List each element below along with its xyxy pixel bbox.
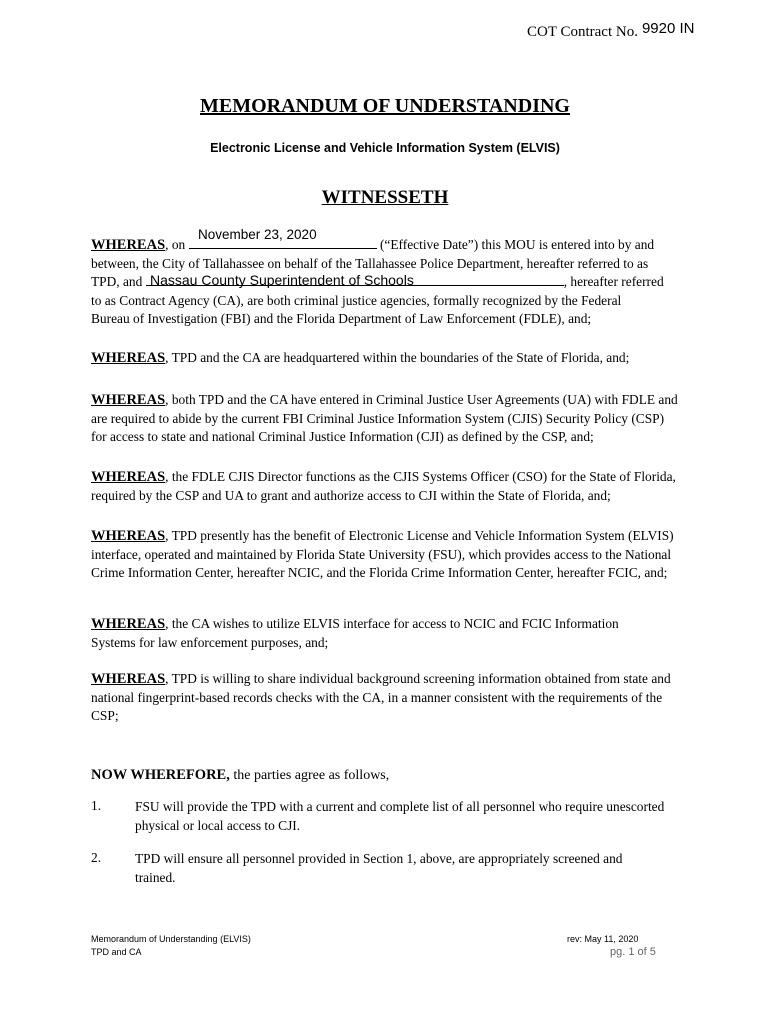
whereas-keyword: WHEREAS	[91, 616, 166, 632]
document-title: MEMORANDUM OF UNDERSTANDING	[200, 95, 570, 117]
recital-text: , the CA wishes to utilize ELVIS interface for access to NCIC and FCIC Information Systems for law enforcement purposes, and;	[91, 616, 619, 650]
contract-agency-field[interactable]: Nassau County Superintendent of Schools	[150, 272, 414, 288]
whereas-keyword: WHEREAS	[91, 350, 166, 366]
whereas-keyword: WHEREAS	[91, 237, 166, 253]
contract-number-field[interactable]: 9920 IN	[641, 20, 695, 37]
footer-left	[91, 933, 251, 959]
list-item-number: 1.	[91, 798, 102, 813]
now-wherefore-bold: NOW WHEREFORE,	[91, 767, 230, 783]
list-item-text: FSU will provide the TPD with a current and complete list of all personnel who require unescorted physical or local access to CJI.	[135, 799, 665, 833]
whereas-keyword: WHEREAS	[91, 528, 166, 544]
recital-text: (“Effective Date”) this MOU is entered into by and	[379, 237, 655, 252]
recital-4	[91, 468, 691, 505]
recital-text: TPD, and	[91, 274, 143, 289]
document-subtitle: Electronic License and Vehicle Information System (ELVIS)	[210, 141, 560, 155]
recital-2	[91, 349, 691, 368]
recital-7	[91, 670, 681, 726]
page-number: pg. 1 of 5	[610, 946, 656, 958]
recital-6	[91, 615, 651, 652]
recital-text: , TPD and the CA are headquartered within the boundaries of the State of Florida, and;	[165, 350, 630, 365]
recital-3	[91, 391, 681, 447]
recital-1	[91, 236, 681, 329]
now-wherefore	[91, 767, 389, 784]
recital-5	[91, 527, 681, 583]
contract-label: COT Contract No.	[527, 24, 638, 40]
recital-text: , on	[165, 237, 186, 252]
recital-text: between, the City of Tallahassee on behalf of the Tallahassee Police Department, hereafter referred to as	[91, 255, 649, 271]
whereas-keyword: WHEREAS	[91, 469, 166, 485]
now-wherefore-text: the parties agree as follows,	[229, 768, 390, 783]
recital-text: , TPD presently has the benefit of Electronic License and Vehicle Information System (ELVIS) interface, operated and maintained by Florida State University (FSU), which provides access to the National Crime Information Center, hereafter NCIC, and the Florida Crime Information Center, hereafter FCIC, and;	[91, 528, 674, 580]
effective-date-field[interactable]: November 23, 2020	[198, 227, 317, 242]
recital-text: to as Contract Agency (CA), are both criminal justice agencies, formally recognized by the Federal	[91, 292, 622, 308]
footer-parties: TPD and CA	[91, 947, 142, 957]
recital-text: Bureau of Investigation (FBI) and the Florida Department of Law Enforcement (FDLE), and;	[91, 311, 592, 326]
list-item-number: 2.	[91, 850, 102, 865]
footer-doc-name: Memorandum of Understanding (ELVIS)	[91, 934, 251, 944]
recital-text: , hereafter referred	[563, 274, 664, 289]
recital-text: , both TPD and the CA have entered in Criminal Justice User Agreements (UA) with FDLE and are required to abide by the current FBI Criminal Justice Information System (CJIS) Security Policy (CSP) for access to state and national Criminal Justice Information (CJI) as defined by the CSP, and;	[91, 392, 678, 444]
whereas-keyword: WHEREAS	[91, 671, 166, 687]
list-item-text: TPD will ensure all personnel provided in Section 1, above, are appropriately screened and trained.	[135, 851, 623, 885]
witnesseth-heading: WITNESSETH	[321, 187, 449, 208]
recital-text: , the FDLE CJIS Director functions as the CJIS Systems Officer (CSO) for the State of Florida, required by the CSP and UA to grant and authorize access to CJI within the State of Florida, and;	[91, 469, 676, 503]
whereas-keyword: WHEREAS	[91, 392, 166, 408]
footer-revision: rev: May 11, 2020	[567, 934, 639, 944]
recital-text: , TPD is willing to share individual background screening information obtained from state and national fingerprint-based records checks with the CA, in a manner consistent with the requirements of the CSP;	[91, 671, 671, 723]
date-blank-line	[189, 236, 377, 249]
contract-number-line	[527, 20, 695, 41]
agency-blank-line	[146, 273, 564, 286]
